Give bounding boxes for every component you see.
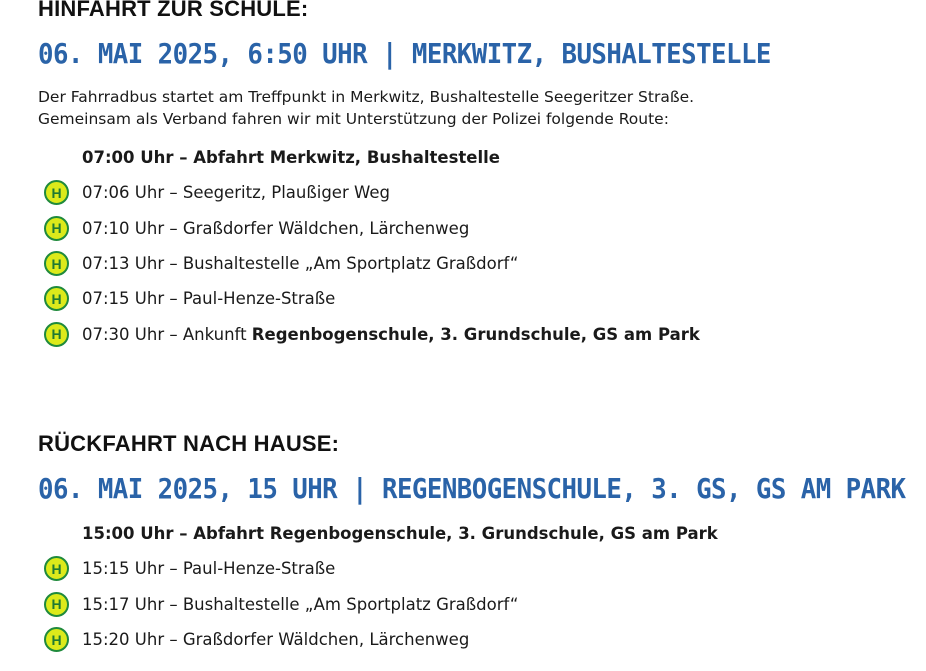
return-section bbox=[38, 431, 908, 657]
outbound-intro-line-1: Der Fahrradbus startet am Treffpunkt in Merkwitz, Bushaltestelle Seegeritzer Straße. bbox=[38, 88, 695, 106]
return-stop bbox=[38, 551, 908, 586]
bus-stop-icon: H bbox=[44, 592, 69, 617]
bus-stop-icon: H bbox=[44, 556, 69, 581]
outbound-stop-list bbox=[38, 140, 908, 352]
return-stop-text: 15:20 Uhr – Graßdorfer Wäldchen, Lärchenweg bbox=[82, 630, 470, 650]
outbound-heading: HINFAHRT ZUR SCHULE: bbox=[38, 0, 309, 21]
outbound-stop bbox=[38, 211, 908, 246]
outbound-departure-text: 07:00 Uhr – Abfahrt Merkwitz, Bushaltestelle bbox=[82, 148, 500, 168]
outbound-stop bbox=[38, 246, 908, 281]
return-stop bbox=[38, 587, 908, 622]
outbound-stop-text: 07:10 Uhr – Graßdorfer Wäldchen, Lärchenweg bbox=[82, 218, 470, 238]
bus-stop-icon: H bbox=[44, 251, 69, 276]
outbound-arrival-text: 07:30 Uhr – Ankunft Regenbogenschule, 3. Grundschule, GS am Park bbox=[82, 324, 700, 344]
bus-stop-icon: H bbox=[44, 627, 69, 652]
outbound-stop bbox=[38, 281, 908, 316]
bus-stop-icon: H bbox=[44, 286, 69, 311]
outbound-stop-text: 07:13 Uhr – Bushaltestelle „Am Sportplatz Graßdorf“ bbox=[82, 254, 519, 274]
return-stop-list bbox=[38, 516, 908, 657]
outbound-subheading: 06. MAI 2025, 6:50 UHR | MERKWITZ, BUSHALTESTELLE bbox=[38, 37, 771, 70]
return-departure-text: 15:00 Uhr – Abfahrt Regenbogenschule, 3. Grundschule, GS am Park bbox=[82, 524, 718, 544]
outbound-intro-line-2: Gemeinsam als Verband fahren wir mit Unterstützung der Polizei folgende Route: bbox=[38, 110, 669, 128]
return-stop bbox=[38, 622, 908, 657]
bus-stop-icon: H bbox=[44, 322, 69, 347]
outbound-stop bbox=[38, 175, 908, 210]
outbound-departure bbox=[38, 140, 908, 175]
return-departure bbox=[38, 516, 908, 551]
outbound-section bbox=[38, 0, 908, 352]
return-heading: RÜCKFAHRT NACH HAUSE: bbox=[38, 431, 340, 456]
outbound-intro bbox=[38, 86, 908, 130]
return-subheading: 06. MAI 2025, 15 UHR | REGENBOGENSCHULE, 3. GS, GS AM PARK bbox=[38, 472, 906, 505]
return-stop-text: 15:17 Uhr – Bushaltestelle „Am Sportplatz Graßdorf“ bbox=[82, 594, 519, 614]
outbound-stop-text: 07:15 Uhr – Paul-Henze-Straße bbox=[82, 289, 336, 309]
return-stop-text: 15:15 Uhr – Paul-Henze-Straße bbox=[82, 559, 336, 579]
outbound-arrival bbox=[38, 316, 908, 351]
bus-stop-icon: H bbox=[44, 216, 69, 241]
outbound-arrival-destination: Regenbogenschule, 3. Grundschule, GS am Park bbox=[251, 324, 700, 344]
bus-stop-icon: H bbox=[44, 180, 69, 205]
outbound-stop-text: 07:06 Uhr – Seegeritz, Plaußiger Weg bbox=[82, 183, 390, 203]
